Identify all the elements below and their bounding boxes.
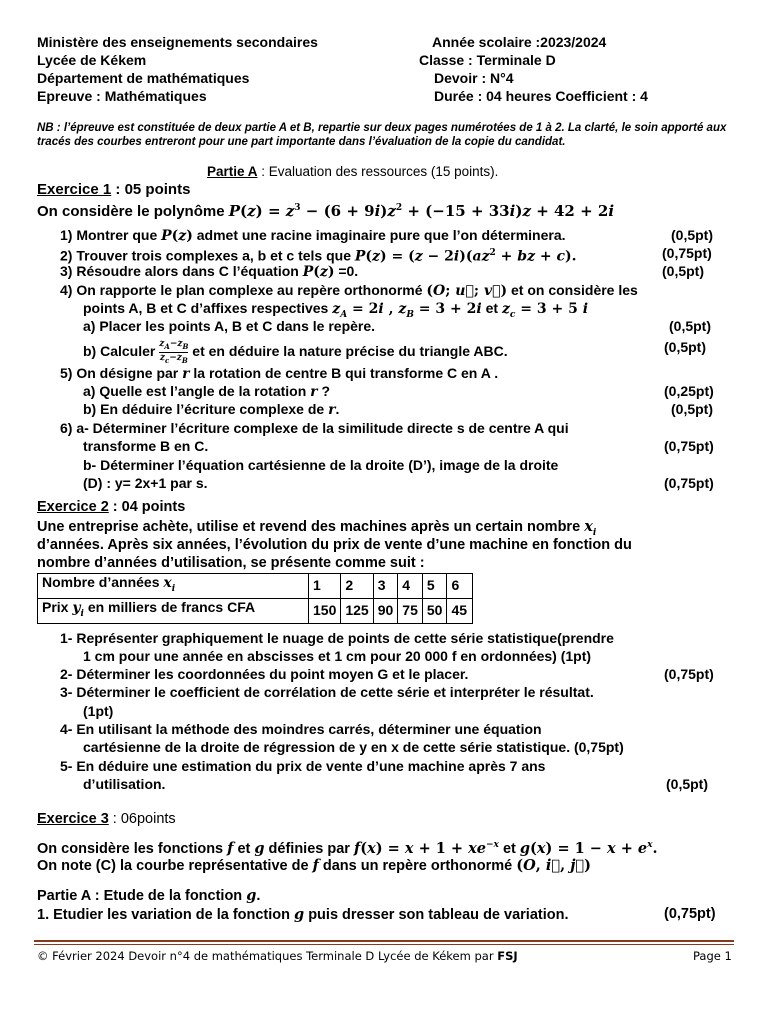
exercise-1-title: Exercice 1 : 05 points <box>37 181 191 198</box>
table-row-years <box>38 574 473 599</box>
exercise-3-title: Exercice 3 : 06points <box>37 811 176 827</box>
ex2-l2: d’années. Après six années, l’évolution du prix de vente d’une machine en fonction du <box>37 537 632 553</box>
ex3-curve: On note (C) la courbe représentative de f dans un repère orthonormé (O, i⃗, j⃗) <box>37 857 592 874</box>
class: Classe : Terminale D <box>419 52 556 68</box>
ex3-q1: 1. Etudier les variation de la fonction g puis dresser son tableau de variation. <box>37 906 569 923</box>
nb-note: NB : l’épreuve est constituée de deux partie A et B, repartie sur deux pages numérotées de 1 à 2. La clarté, le soin apporté aux tracés des courbes entreront pour une part importante dans l’évaluation de la copie du candidat. <box>37 122 727 148</box>
ex2-q3-points: (1pt) <box>83 703 114 719</box>
duration-coefficient: Durée : 04 heures Coefficient : 4 <box>434 88 648 104</box>
ex1-q4b: b) Calculer $\frac{z_A-z_B}{z_c-z_B}$ et en déduire la nature précise du triangle ABC. <box>83 339 508 365</box>
ex2-q1: 1- Représenter graphiquement le nuage de points de cette série statistique(prendre <box>60 630 614 646</box>
ex1-q5: 5) On désigne par r la rotation de centre B qui transforme C en A . <box>60 365 499 382</box>
ex1-q6b-points: (0,75pt) <box>664 475 714 491</box>
devoir-number: Devoir : N°4 <box>434 70 514 86</box>
footer-text: © Février 2024 Devoir n°4 de mathématiques Terminale D Lycée de Kékem par FSJ <box>37 949 518 963</box>
ex2-l1: Une entreprise achète, utilise et revend des machines après un certain nombre $x_i$ <box>37 518 597 538</box>
ex1-q3: 3) Résoudre alors dans C l’équation P(z) =0. <box>60 263 359 280</box>
ex1-q6a-points: (0,75pt) <box>664 438 714 454</box>
table-cell: 1 <box>309 574 341 599</box>
ex1-q2: 2) Trouver trois complexes a, b et c tels que $P(z) = (z - 2i)(az^2$ + bz + c). <box>60 247 577 265</box>
table-cell: 90 <box>373 598 398 623</box>
footer-rule <box>34 944 734 945</box>
footer-author: FSJ <box>497 949 518 963</box>
table-header-prices: Prix $y_i$ en milliers de francs CFA <box>38 598 309 623</box>
school-year: Année scolaire :2023/2024 <box>432 34 607 50</box>
table-cell: 6 <box>447 574 473 599</box>
ex3-q1-points: (0,75pt) <box>664 906 716 922</box>
table-cell: 125 <box>341 598 373 623</box>
ex2-q5: 5- En déduire une estimation du prix de vente d’une machine après 7 ans <box>60 758 546 774</box>
ex1-q6b: b- Déterminer l’équation cartésienne de la droite (D’), image de la droite <box>83 457 559 473</box>
ex1-q4a-points: (0,5pt) <box>669 318 711 334</box>
ex2-q1-cont: 1 cm pour une année en abscisses et 1 cm pour 20 000 f en ordonnées) (1pt) <box>83 648 592 664</box>
table-cell: 3 <box>373 574 398 599</box>
department: Département de mathématiques <box>37 70 250 86</box>
ex2-q5-cont: d’utilisation. <box>83 776 166 792</box>
table-cell: 2 <box>341 574 373 599</box>
ex2-l3: nombre d’années d’utilisation, se présente comme suit : <box>37 555 425 571</box>
ex1-q6a-cont: transforme B en C. <box>83 438 209 454</box>
ex3-functions: On considère les fonctions f et g définies par $f(x) = x + 1 + xe^{-x}$ et $g(x) = 1 - x + e^x$. <box>37 839 658 857</box>
ex1-q6b-cont: (D) : y= 2x+1 par s. <box>83 475 208 491</box>
subject: Epreuve : Mathématiques <box>37 88 207 104</box>
ministry: Ministère des enseignements secondaires <box>37 34 318 50</box>
ex1-q4-affixes: points A, B et C d’affixes respectives $z_A = 2i$ , $z_B = 3 + 2i$ et $z_c = 3 + 5$ i <box>83 300 589 320</box>
fraction: $\frac{z_A-z_B}{z_c-z_B}$ <box>159 339 189 365</box>
ex1-q5a: a) Quelle est l’angle de la rotation r ? <box>83 383 331 400</box>
table-header-years: Nombre d’années $x_i$ <box>38 574 309 599</box>
footer-rule <box>34 940 734 942</box>
ex3-part-a: Partie A : Etude de la fonction g. <box>37 887 261 904</box>
table-cell: 50 <box>422 598 447 623</box>
ex2-q5-points: (0,5pt) <box>666 776 708 792</box>
table-cell: 150 <box>309 598 341 623</box>
table-cell: 75 <box>398 598 423 623</box>
ex2-q3: 3- Déterminer le coefficient de corrélation de cette série et interpréter le résultat. <box>60 684 594 700</box>
table-cell: 5 <box>422 574 447 599</box>
table-cell: 4 <box>398 574 423 599</box>
ex1-q3-points: (0,5pt) <box>662 263 704 279</box>
ex2-q2-points: (0,75pt) <box>664 666 714 682</box>
page-number: Page 1 <box>693 949 732 963</box>
part-a-heading: Partie A : Evaluation des ressources (15 points). <box>207 164 499 179</box>
ex1-q6a: 6) a- Déterminer l’écriture complexe de la similitude directe s de centre A qui <box>60 420 569 436</box>
ex1-intro: On considère le polynôme $P(z) = z^3 - (6 + 9i)z^2 + (-15 + 33i)z + 42 + 2i$ <box>37 202 615 220</box>
ex2-q4-cont: cartésienne de la droite de régression de y en x de cette série statistique. (0,75pt) <box>83 739 624 755</box>
exercise-2-title: Exercice 2 : 04 points <box>37 499 186 515</box>
ex1-q4b-points: (0,5pt) <box>664 339 706 355</box>
table-cell: 45 <box>447 598 473 623</box>
ex1-q1-points: (0,5pt) <box>671 227 713 243</box>
ex1-q4a: a) Placer les points A, B et C dans le repère. <box>83 318 376 334</box>
ex1-q1: 1) Montrer que P(z) admet une racine imaginaire pure que l’on déterminera. <box>60 227 566 244</box>
ex2-q2: 2- Déterminer les coordonnées du point moyen G et le placer. <box>60 666 469 682</box>
school: Lycée de Kékem <box>37 52 147 68</box>
ex1-q2-points: (0,75pt) <box>662 245 712 261</box>
statistics-table <box>37 573 473 624</box>
ex1-q5a-points: (0,25pt) <box>664 383 714 399</box>
ex1-q4: 4) On rapporte le plan complexe au repère orthonormé (O; u⃗; v⃗) et on considère les <box>60 282 638 299</box>
ex1-q5b: b) En déduire l’écriture complexe de r. <box>83 401 340 418</box>
table-row-prices <box>38 598 473 623</box>
ex1-q5b-points: (0,5pt) <box>671 401 713 417</box>
ex2-q4: 4- En utilisant la méthode des moindres carrés, déterminer une équation <box>60 721 542 737</box>
